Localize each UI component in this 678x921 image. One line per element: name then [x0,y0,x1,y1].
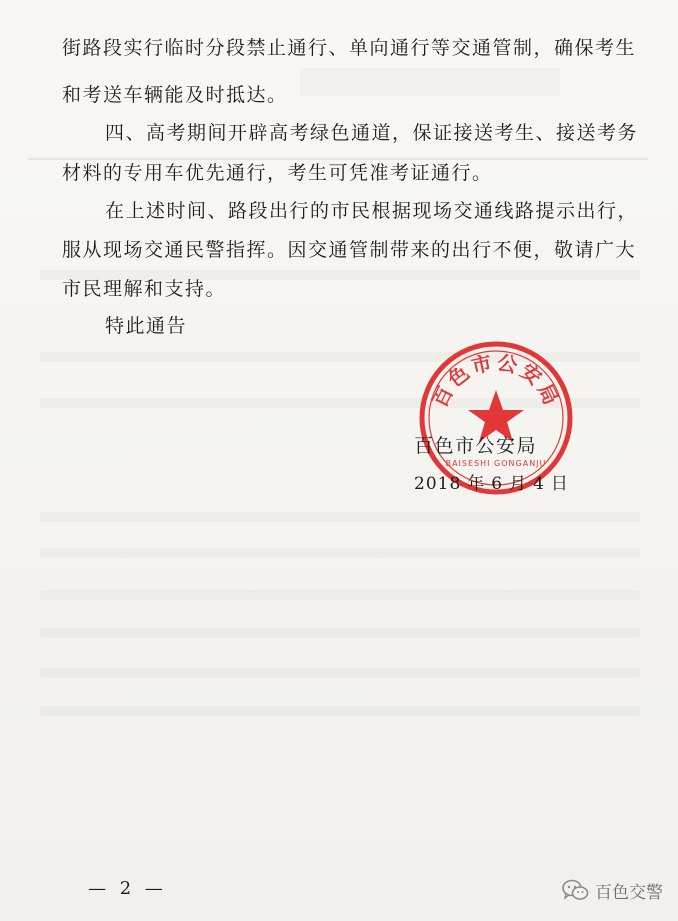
date-day: 4 [533,474,545,494]
bleed-through-text [300,68,560,96]
issue-date [414,469,575,494]
body-line: 四、高考期间开辟高考绿色通道，保证接送考生、接送考务 [105,122,639,144]
closing-line: 特此通告 [105,315,188,337]
issuer-name: 百色市公安局 [414,435,538,457]
bleed-through-text [40,548,640,558]
bleed-through-text [40,628,640,638]
body-line: 在上述时间、路段出行的市民根据现场交通线路提示出行， [105,200,639,222]
body-line: 和考送车辆能及时抵达。 [62,84,288,106]
svg-text:BAISESHI GONGANJU: BAISESHI GONGANJU [445,459,547,468]
watermark-label: 百色交警 [595,882,663,903]
date-day-unit: 日 [550,474,569,494]
bleed-through-text [40,668,640,678]
bleed-through-text [40,706,640,716]
date-year-unit: 年 [467,474,486,494]
svg-text:百色市公安局: 百色市公安局 [427,349,565,412]
account-watermark [561,875,663,905]
bleed-through-rule [28,158,648,160]
date-month-unit: 月 [509,474,528,494]
body-line: 街路段实行临时分段禁止通行、单向通行等交通管制，确保考生 [62,37,637,59]
bleed-through-text [40,590,640,600]
date-month: 6 [491,474,504,494]
body-line: 服从现场交通民警指挥。因交通管制带来的出行不便，敬请广大 [62,239,637,261]
page-number: — 2 — [88,878,167,899]
wechat-icon [561,879,589,901]
body-line: 市民理解和支持。 [62,278,227,300]
date-year: 2018 [414,474,462,494]
body-line: 材料的专用车优先通行，考生可凭准考证通行。 [62,162,493,184]
bleed-through-text [40,512,640,522]
